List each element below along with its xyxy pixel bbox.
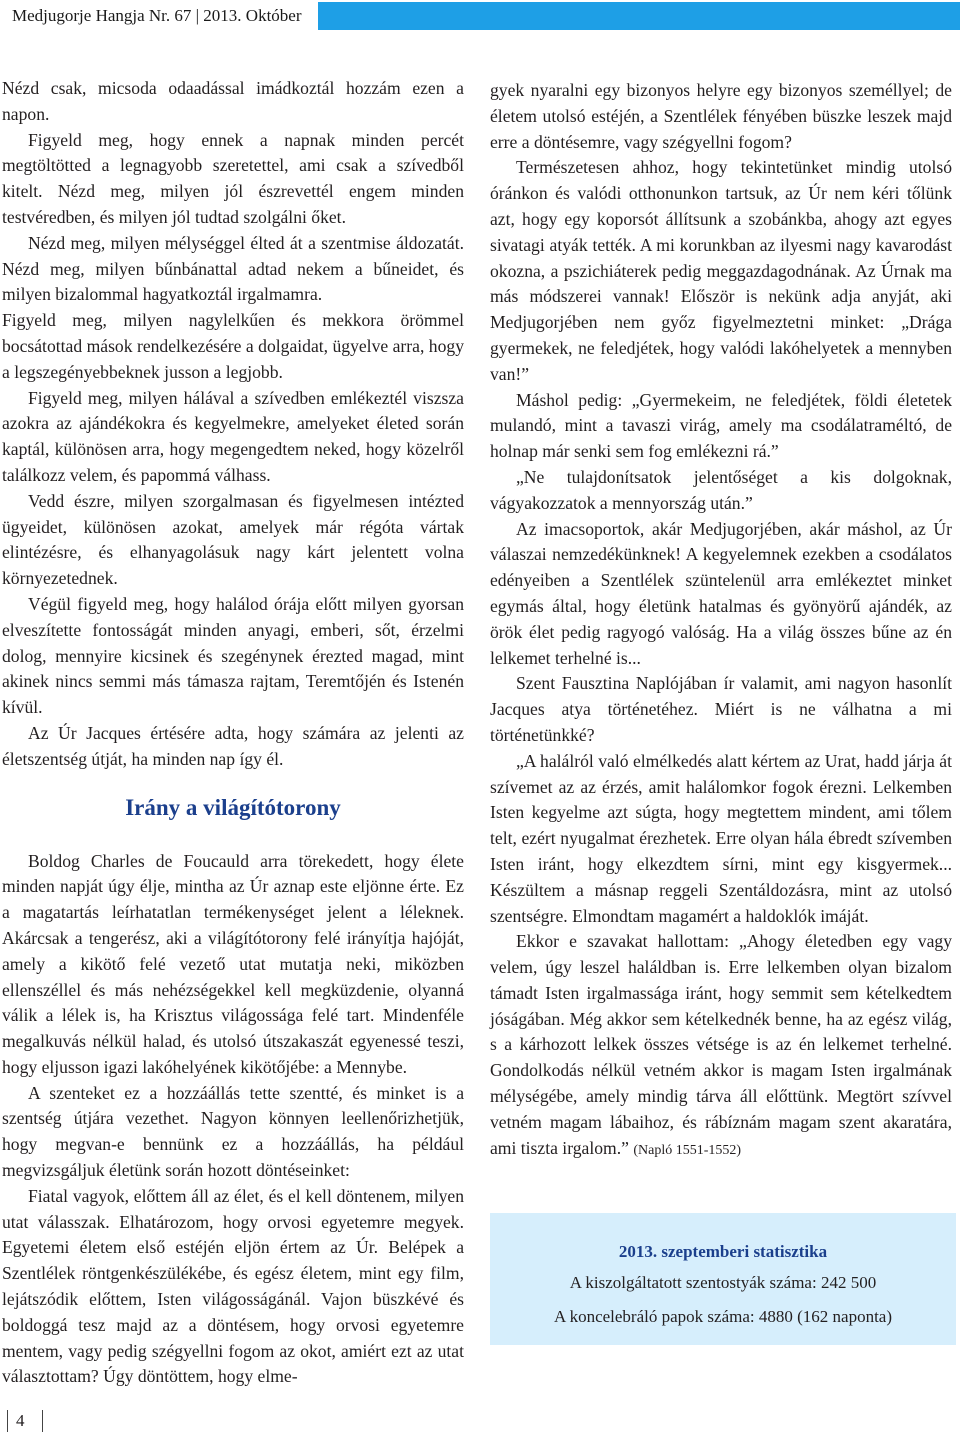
footer-rule <box>42 1410 43 1432</box>
paragraph: „A halálról való elmélkedés alatt kértem az Urat, hadd járja át szívemet az az érzés, amit halálomkor fogok érezni. Lelkemben Isten kegyelme azt súgta, hogy megtettem mindent, ami tőlem telt, ezért nyugalmat érezhetek. Erre olyan hála ébredt szívemben Isten iránt, hogy elkezdtem sírni, mint egy kisgyermek... Készültem a másnap reggeli Szentáldozásra, mint az utolsó szentségre. Elmondtam magamért a haldoklók imáját. <box>490 750 952 926</box>
paragraph <box>490 929 952 1163</box>
statistics-priests: A koncelebráló papok száma: 4880 (162 naponta) <box>553 1307 892 1326</box>
paragraph: Nézd csak, micsoda odaadással imádkoztál hozzám ezen a napon. <box>2 78 464 124</box>
paragraph: Végül figyeld meg, hogy halálod órája előtt milyen gyorsan elveszítette fontosságát minden anyagi, emberi, sőt, érzelmi dolog, mennyire kicsinek és szegénynek érezted magad, mint akinek nincs semmi más támasza rajtam, Teremtőjén és Istenén kívül. <box>2 593 464 718</box>
paragraph: Figyeld meg, hogy ennek a napnak minden percét megtöltötted a legnagyobb szeretettel, ami csak a szívedből kitelt. Nézd meg, milyen jól észrevettél engem minden testvéredben, és milyen jól tudtad szolgálni őket. <box>2 129 464 227</box>
statistics-title: 2013. szeptemberi statisztika <box>618 1242 828 1261</box>
paragraph: gyek nyaralni egy bizonyos helyre egy bizonyos személlyel; de életem utolsó estéjén, a Szentlélek fényében büszke leszek majd erre a döntésemre, vagy szégyellni fogom? <box>490 80 952 152</box>
statistics-box <box>490 1213 956 1345</box>
paragraph: „Ne tulajdonítsatok jelentőséget a kis dolgoknak, vágyakozzatok a mennyország után.” <box>490 466 952 513</box>
section-title: Irány a világítótorony <box>125 794 341 820</box>
paragraph: Természetesen ahhoz, hogy tekintetünket mindig utolsó óránkon és valódi otthonunkon tartsuk, az Úr nem kéri tőlünk azt, hogy egy koporsót állítsunk a szobánkba, ahogy azt egyes sivatagi atyák tették. A mi korunkban az ilyesmi nagy kavarodást okozna, a pszichiáterek pedig meggazdagodnának. Az Úrnak ma más módszerei vannak! Először is nekünk adja anyját, aki Medjugorjében nem győz figyelmeztetni minket: „Drága gyermekek, ne feledjétek, hogy valódi lakóhelyetek a mennyben van!” <box>490 157 952 384</box>
page-number: 4 <box>16 1411 25 1430</box>
right-column <box>490 78 952 1163</box>
paragraph: Az imacsoportok, akár Medjugorjében, akár máshol, az Úr válaszai nemzedékünknek! A kegyelemnek ezekben a csodálatos edényeiben a Szentlélek szüntelenül arra emlékeztet minket egymás által, hogy életünk hatalmas és gyönyörű ajándék, az örök élet pedig ragyogó valóság. Ha a világ összes bűne az én lelkemet terhelné is... <box>490 518 952 668</box>
paragraph: Vedd észre, milyen szorgalmasan és figyelmesen intézted ügyeidet, különösen azokat, amelyek már régóta vártak elintézésre, és elhanyagolásuk nagy kárt jelentett volna környezetednek. <box>2 490 464 589</box>
footer-rule <box>0 1410 8 1432</box>
paragraph: Az Úr Jacques értésére adta, hogy számára az jelenti az életszentség útját, ha minden nap így él. <box>2 722 464 769</box>
publication-label: Medjugorje Hangja Nr. 67 | 2013. Október <box>0 0 314 32</box>
quote-text: Ekkor e szavakat hallottam: „Ahogy életedben egy vagy velem, úgy leszel haláldban is. Erre lelkemben olyan bizalom támadt Isten irgalmassága iránt, hogy semmit sem kételkedtem jóságában. Még akkor sem kételkednék benne, ha az egész világ, s a kárhozott lelkek összes vétsége is az én lelkemet terhelné. Gondolkodás nélkül vetném akkor is magam Isten irgalmának mélységébe, amely mindig tárva áll előttünk. Megtört szívvel vetném magam lábaihoz, és rábíznám magam szent akaratára, ami tiszta irgalom.” <box>490 931 952 1158</box>
paragraph: A szenteket ez a hozzáállás tette szentté, és minket is a szentség útjára vezethet. Nagyon könnyen leellenőrizhetjük, hogy megvan-e bennünk ez a hozzáállás, ha például megvizsgáljuk életünk során hozott döntéseinket: <box>2 1082 464 1181</box>
paragraph: Boldog Charles de Foucauld arra törekedett, hogy élete minden napját úgy élje, mintha az Úr aznap este eljönne érte. Ez a magatartás leírhatatlan termékenységet jelent a léleknek. Akárcsak a tengerész, aki a világítótorony felé irányítja hajóját, amely a kikötő felé vezető utat mutatja neki, miközben ellenszéllel és más nehézségekkel kell megküzdenie, olyanná válik a lélek is, ha Krisztus világossága felé tart. Mindenféle megalkuvás nélkül halad, és utolsó útszakaszát egyenessé teszi, hogy eljusson igazi lakóhelyének kikötőjébe: a Mennybe. <box>2 850 464 1077</box>
paragraph: Figyeld meg, milyen nagylelkűen és mekkora örömmel bocsátottad mások rendelkezésére a dolgaidat, ügyelve arra, hogy a legszegényebbeknek jusson a legjobb. <box>2 310 464 382</box>
paragraph: Nézd meg, milyen mélységgel élted át a szentmise áldozatát. Nézd meg, milyen bűnbánattal adtad nekem a bűneidet, és milyen bizalommal hagyatkoztál irgalmamra. <box>2 232 464 305</box>
page-header <box>0 0 960 32</box>
paragraph: Máshol pedig: „Gyermekeim, ne feledjétek, földi életetek mulandó, mint a tavaszi virág, amely ma csodálatraméltó, de holnap már senki sem fog emlékezni rá.” <box>490 389 952 462</box>
header-color-bar <box>318 2 960 30</box>
paragraph: Figyeld meg, milyen hálával a szívedben emlékeztél viszsza azokra az ajándékokra és kegyelmekre, amelyeket életed során kaptál, különösen arra, hogy megengedtem neked, hogy közelről találkozz velem, és papommá válhass. <box>2 387 464 485</box>
left-column <box>2 76 464 1390</box>
paragraph: Szent Fausztina Naplójában ír valamit, ami nagyon hasonlít Jacques atya történetéhez. Miért is ne válhatna a mi történetünkké? <box>490 673 952 745</box>
statistics-hosts: A kiszolgáltatott szentostyák száma: 242 500 <box>569 1273 877 1292</box>
paragraph: Fiatal vagyok, előttem áll az élet, és el kell döntenem, milyen utat válasszak. Elhatározom, hogy orvosi egyetemre megyek. Egyetemi életem első estéjén eljön értem az Úr. Belépek a Szentlélek röntgenkészülékébe, és egész életem, mint egy film, lejátszódik előttem, Isten világosságánál. Vajon büszkévé és boldoggá tesz majd az a döntésem, hogy orvosi egyetemre mentem, vagy pedig szégyellni fogom az okot, amiért ezt az utat választottam? Úgy döntöttem, hogy elme- <box>2 1185 464 1387</box>
citation: (Napló 1551-1552) <box>633 1142 742 1158</box>
